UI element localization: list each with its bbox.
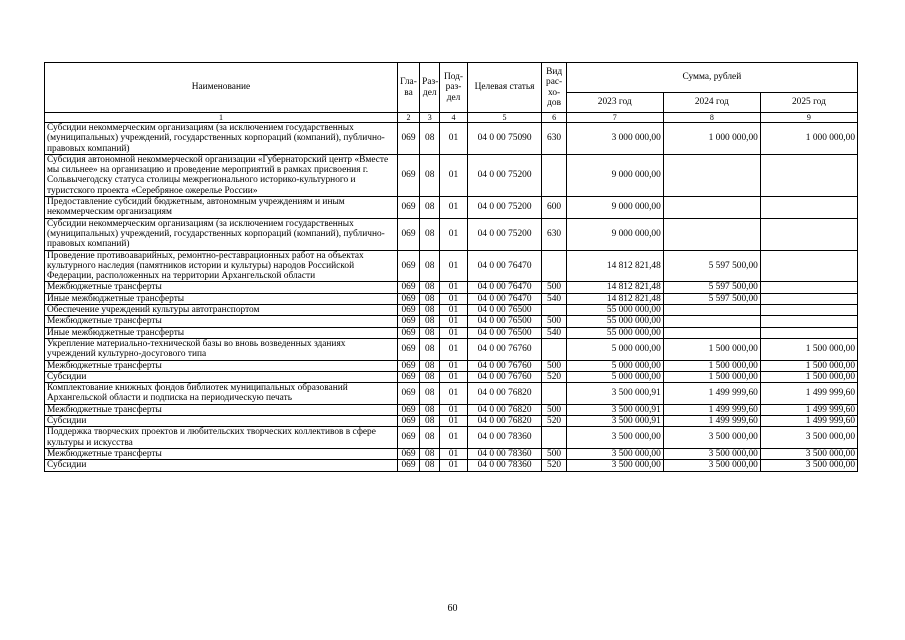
row-sum-2023: 14 812 821,48 <box>566 293 663 304</box>
row-sum-2024 <box>663 327 760 338</box>
row-target: 04 0 00 78360 <box>467 427 542 449</box>
header-year-2025: 2025 год <box>760 93 857 113</box>
row-podrazdel: 01 <box>440 416 467 427</box>
index-cell: 9 <box>760 113 857 123</box>
row-name: Иные межбюджетные трансферты <box>45 293 398 304</box>
row-glava: 069 <box>397 404 419 415</box>
row-vid <box>542 305 566 316</box>
row-name: Обеспечение учреждений культуры автотранспортом <box>45 305 398 316</box>
row-vid: 540 <box>542 327 566 338</box>
row-razdel: 08 <box>420 123 440 155</box>
row-target: 04 0 00 76500 <box>467 316 542 327</box>
row-razdel: 08 <box>420 338 440 360</box>
row-sum-2025: 1 500 000,00 <box>760 360 857 371</box>
table-row <box>45 360 858 371</box>
row-target: 04 0 00 76500 <box>467 327 542 338</box>
header-target: Целевая статья <box>467 63 542 113</box>
row-sum-2025 <box>760 305 857 316</box>
row-sum-2024: 1 499 999,60 <box>663 416 760 427</box>
row-sum-2025 <box>760 316 857 327</box>
row-sum-2025: 1 499 999,60 <box>760 404 857 415</box>
row-sum-2024: 1 500 000,00 <box>663 338 760 360</box>
row-razdel: 08 <box>420 327 440 338</box>
row-podrazdel: 01 <box>440 383 467 405</box>
row-target: 04 0 00 76820 <box>467 404 542 415</box>
row-vid <box>542 338 566 360</box>
row-vid: 600 <box>542 197 566 219</box>
row-target: 04 0 00 76820 <box>467 416 542 427</box>
row-glava: 069 <box>397 282 419 293</box>
row-razdel: 08 <box>420 282 440 293</box>
header-year-2024: 2024 год <box>663 93 760 113</box>
row-target: 04 0 00 75200 <box>467 218 542 250</box>
row-sum-2023: 5 000 000,00 <box>566 338 663 360</box>
header-name: Наименование <box>45 63 398 113</box>
row-sum-2024: 3 500 000,00 <box>663 427 760 449</box>
row-name: Иные межбюджетные трансферты <box>45 327 398 338</box>
row-sum-2023: 3 500 000,91 <box>566 383 663 405</box>
row-sum-2023: 55 000 000,00 <box>566 327 663 338</box>
row-sum-2025 <box>760 250 857 282</box>
row-razdel: 08 <box>420 360 440 371</box>
table-row <box>45 305 858 316</box>
row-vid: 500 <box>542 448 566 459</box>
row-podrazdel: 01 <box>440 293 467 304</box>
row-podrazdel: 01 <box>440 360 467 371</box>
row-podrazdel: 01 <box>440 123 467 155</box>
row-razdel: 08 <box>420 250 440 282</box>
row-glava: 069 <box>397 427 419 449</box>
row-sum-2025: 1 000 000,00 <box>760 123 857 155</box>
row-sum-2025: 3 500 000,00 <box>760 460 857 471</box>
row-glava: 069 <box>397 316 419 327</box>
row-glava: 069 <box>397 448 419 459</box>
table-row <box>45 416 858 427</box>
index-cell: 7 <box>566 113 663 123</box>
page-number: 60 <box>447 603 458 614</box>
row-glava: 069 <box>397 218 419 250</box>
row-sum-2024: 3 500 000,00 <box>663 460 760 471</box>
row-name: Предоставление субсидий бюджетным, автономным учреждениям и иным некоммерческим организациям <box>45 197 398 219</box>
row-vid: 630 <box>542 123 566 155</box>
row-name: Субсидия автономной некоммерческой организации «Губернаторский центр «Вместе мы сильнее» на организацию и проведение мероприятий в рамках присвоения г. Сольвычегодску статуса столицы межрегионального историко-культурного и туристского проекта «Серебряное ожерелье России» <box>45 154 398 196</box>
index-cell: 6 <box>542 113 566 123</box>
row-vid: 630 <box>542 218 566 250</box>
table-row <box>45 371 858 382</box>
row-sum-2024 <box>663 305 760 316</box>
row-sum-2024: 5 597 500,00 <box>663 282 760 293</box>
row-podrazdel: 01 <box>440 327 467 338</box>
row-razdel: 08 <box>420 218 440 250</box>
row-glava: 069 <box>397 293 419 304</box>
row-target: 04 0 00 78360 <box>467 448 542 459</box>
row-sum-2025 <box>760 282 857 293</box>
row-podrazdel: 01 <box>440 282 467 293</box>
row-sum-2023: 9 000 000,00 <box>566 218 663 250</box>
row-sum-2023: 5 000 000,00 <box>566 371 663 382</box>
row-podrazdel: 01 <box>440 338 467 360</box>
row-podrazdel: 01 <box>440 305 467 316</box>
row-name: Межбюджетные трансферты <box>45 360 398 371</box>
row-sum-2024: 1 500 000,00 <box>663 371 760 382</box>
row-target: 04 0 00 76500 <box>467 305 542 316</box>
row-podrazdel: 01 <box>440 371 467 382</box>
table-row <box>45 327 858 338</box>
table-row <box>45 282 858 293</box>
row-sum-2024 <box>663 154 760 196</box>
row-razdel: 08 <box>420 197 440 219</box>
table-row <box>45 197 858 219</box>
row-sum-2024: 5 597 500,00 <box>663 250 760 282</box>
row-sum-2023: 3 500 000,00 <box>566 448 663 459</box>
row-vid: 500 <box>542 282 566 293</box>
table-body <box>45 123 858 472</box>
row-vid <box>542 250 566 282</box>
row-vid: 520 <box>542 371 566 382</box>
table-row <box>45 154 858 196</box>
row-name: Межбюджетные трансферты <box>45 316 398 327</box>
row-sum-2023: 3 000 000,00 <box>566 123 663 155</box>
row-glava: 069 <box>397 197 419 219</box>
header-sum: Сумма, рублей <box>566 63 857 93</box>
table-row <box>45 460 858 471</box>
row-name: Межбюджетные трансферты <box>45 404 398 415</box>
row-target: 04 0 00 76470 <box>467 282 542 293</box>
row-name: Укрепление материально-технической базы во вновь возведенных зданиях учреждений культурно-досугового типа <box>45 338 398 360</box>
row-glava: 069 <box>397 338 419 360</box>
row-sum-2023: 9 000 000,00 <box>566 154 663 196</box>
row-target: 04 0 00 78360 <box>467 460 542 471</box>
row-sum-2025 <box>760 154 857 196</box>
header-year-2023: 2023 год <box>566 93 663 113</box>
row-sum-2023: 14 812 821,48 <box>566 250 663 282</box>
index-cell: 2 <box>397 113 419 123</box>
row-sum-2023: 3 500 000,91 <box>566 404 663 415</box>
row-target: 04 0 00 76760 <box>467 371 542 382</box>
index-cell: 5 <box>467 113 542 123</box>
row-sum-2024 <box>663 316 760 327</box>
index-cell: 8 <box>663 113 760 123</box>
row-razdel: 08 <box>420 460 440 471</box>
row-razdel: 08 <box>420 383 440 405</box>
row-name: Субсидии <box>45 460 398 471</box>
row-sum-2023: 3 500 000,00 <box>566 427 663 449</box>
row-razdel: 08 <box>420 427 440 449</box>
row-vid: 520 <box>542 460 566 471</box>
row-razdel: 08 <box>420 448 440 459</box>
row-target: 04 0 00 75090 <box>467 123 542 155</box>
row-name: Субсидии некоммерческим организациям (за исключением государственных (муниципальных) учреждений, государственных корпораций (компаний), публично-правовых компаний) <box>45 123 398 155</box>
header-razdel: Раз-дел <box>420 63 440 113</box>
row-razdel: 08 <box>420 371 440 382</box>
row-sum-2023: 5 000 000,00 <box>566 360 663 371</box>
table-row <box>45 427 858 449</box>
row-podrazdel: 01 <box>440 316 467 327</box>
row-sum-2025: 1 500 000,00 <box>760 338 857 360</box>
row-sum-2025: 1 499 999,60 <box>760 416 857 427</box>
row-glava: 069 <box>397 360 419 371</box>
row-vid <box>542 154 566 196</box>
row-vid: 500 <box>542 404 566 415</box>
row-name: Субсидии <box>45 371 398 382</box>
row-sum-2025: 3 500 000,00 <box>760 448 857 459</box>
row-name: Межбюджетные трансферты <box>45 448 398 459</box>
header-vid: Вид рас-хо-дов <box>542 63 566 113</box>
row-vid: 520 <box>542 416 566 427</box>
row-vid: 500 <box>542 360 566 371</box>
row-glava: 069 <box>397 250 419 282</box>
row-sum-2023: 14 812 821,48 <box>566 282 663 293</box>
row-target: 04 0 00 76760 <box>467 338 542 360</box>
row-podrazdel: 01 <box>440 197 467 219</box>
row-sum-2024: 1 500 000,00 <box>663 360 760 371</box>
row-glava: 069 <box>397 123 419 155</box>
header-glava: Гла-ва <box>397 63 419 113</box>
row-sum-2025: 1 499 999,60 <box>760 383 857 405</box>
row-vid <box>542 427 566 449</box>
table-row <box>45 316 858 327</box>
row-vid: 540 <box>542 293 566 304</box>
row-glava: 069 <box>397 154 419 196</box>
row-sum-2023: 55 000 000,00 <box>566 316 663 327</box>
row-glava: 069 <box>397 383 419 405</box>
header-podrazdel: Под-раз-дел <box>440 63 467 113</box>
row-podrazdel: 01 <box>440 460 467 471</box>
row-razdel: 08 <box>420 316 440 327</box>
row-vid: 500 <box>542 316 566 327</box>
table-row <box>45 293 858 304</box>
row-sum-2023: 3 500 000,91 <box>566 416 663 427</box>
index-cell: 1 <box>45 113 398 123</box>
row-target: 04 0 00 76820 <box>467 383 542 405</box>
row-vid <box>542 383 566 405</box>
row-name: Поддержка творческих проектов и любительских творческих коллективов в сфере культуры и искусства <box>45 427 398 449</box>
row-podrazdel: 01 <box>440 427 467 449</box>
row-sum-2024: 3 500 000,00 <box>663 448 760 459</box>
row-sum-2025 <box>760 197 857 219</box>
row-glava: 069 <box>397 327 419 338</box>
table-row <box>45 218 858 250</box>
row-target: 04 0 00 76760 <box>467 360 542 371</box>
row-glava: 069 <box>397 371 419 382</box>
row-name: Комплектование книжных фондов библиотек муниципальных образований Архангельской области и подписка на периодическую печать <box>45 383 398 405</box>
row-sum-2024: 1 499 999,60 <box>663 404 760 415</box>
index-cell: 4 <box>440 113 467 123</box>
row-glava: 069 <box>397 460 419 471</box>
table-row <box>45 404 858 415</box>
row-podrazdel: 01 <box>440 448 467 459</box>
row-podrazdel: 01 <box>440 250 467 282</box>
row-sum-2024: 5 597 500,00 <box>663 293 760 304</box>
row-sum-2025: 3 500 000,00 <box>760 427 857 449</box>
row-sum-2024: 1 000 000,00 <box>663 123 760 155</box>
row-razdel: 08 <box>420 154 440 196</box>
row-sum-2025 <box>760 293 857 304</box>
row-sum-2024: 1 499 999,60 <box>663 383 760 405</box>
row-name: Межбюджетные трансферты <box>45 282 398 293</box>
row-target: 04 0 00 76470 <box>467 250 542 282</box>
row-sum-2023: 3 500 000,00 <box>566 460 663 471</box>
row-podrazdel: 01 <box>440 218 467 250</box>
row-sum-2025 <box>760 327 857 338</box>
row-target: 04 0 00 75200 <box>467 154 542 196</box>
row-razdel: 08 <box>420 293 440 304</box>
row-sum-2025: 1 500 000,00 <box>760 371 857 382</box>
row-target: 04 0 00 75200 <box>467 197 542 219</box>
row-sum-2024 <box>663 218 760 250</box>
row-sum-2023: 55 000 000,00 <box>566 305 663 316</box>
row-glava: 069 <box>397 305 419 316</box>
row-razdel: 08 <box>420 416 440 427</box>
row-name: Проведение противоаварийных, ремонтно-реставрационных работ на объектах культурного наследия (памятников истории и культуры) народов Российской Федерации, расположенных на территории Архангельской области <box>45 250 398 282</box>
row-razdel: 08 <box>420 305 440 316</box>
row-sum-2025 <box>760 218 857 250</box>
table-row <box>45 448 858 459</box>
row-podrazdel: 01 <box>440 404 467 415</box>
table-row <box>45 250 858 282</box>
row-sum-2024 <box>663 197 760 219</box>
row-name: Субсидии некоммерческим организациям (за исключением государственных (муниципальных) учреждений, государственных корпораций (компаний), публично-правовых компаний) <box>45 218 398 250</box>
table-row <box>45 123 858 155</box>
row-podrazdel: 01 <box>440 154 467 196</box>
index-cell: 3 <box>420 113 440 123</box>
row-sum-2023: 9 000 000,00 <box>566 197 663 219</box>
table-row <box>45 383 858 405</box>
budget-table <box>44 62 858 472</box>
row-name: Субсидии <box>45 416 398 427</box>
row-target: 04 0 00 76470 <box>467 293 542 304</box>
row-glava: 069 <box>397 416 419 427</box>
row-razdel: 08 <box>420 404 440 415</box>
table-row <box>45 338 858 360</box>
